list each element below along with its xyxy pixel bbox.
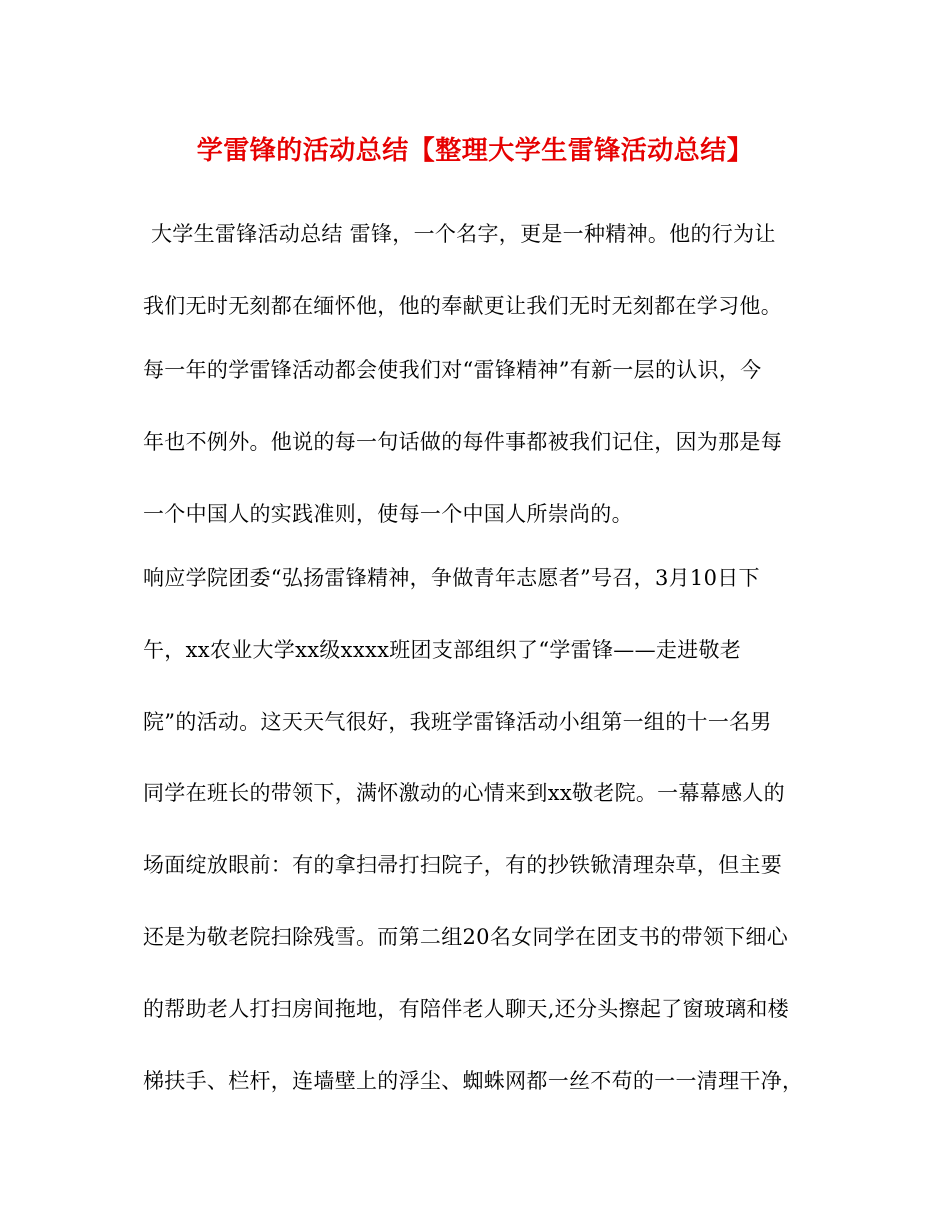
body-line: 院”的活动。这天天气很好，我班学雷锋活动小组第一组的十一名男 bbox=[143, 710, 772, 734]
body-line: 梯扶手、栏杆，连墙壁上的浮尘、蜘蛛网都一丝不苟的一一清理干净， bbox=[143, 1069, 804, 1093]
body-line: 年也不例外。他说的每一句话做的每件事都被我们记住，因为那是每 bbox=[143, 430, 782, 454]
body-line: 一个中国人的实践准则，使每一个中国人所崇尚的。 bbox=[143, 502, 633, 526]
body-line: 同学在班长的带领下，满怀激动的心情来到xx敬老院。一幕幕感人的 bbox=[143, 781, 785, 805]
body-line: 每一年的学雷锋活动都会使我们对“雷锋精神”有新一层的认识，今 bbox=[143, 358, 762, 382]
body-line: 我们无时无刻都在缅怀他，他的奉献更让我们无时无刻都在学习他。 bbox=[143, 294, 782, 318]
body-line: 大学生雷锋活动总结 雷锋，一个名字，更是一种精神。他的行为让 bbox=[151, 222, 776, 246]
document-title: 学雷锋的活动总结【整理大学生雷锋活动总结】 bbox=[196, 136, 754, 166]
body-line: 场面绽放眼前：有的拿扫帚打扫院子，有的抄铁锨清理杂草，但主要 bbox=[143, 853, 782, 877]
body-line: 的帮助老人打扫房间拖地，有陪伴老人聊天,还分头擦起了窗玻璃和楼 bbox=[143, 997, 789, 1021]
body-line: 还是为敬老院扫除残雪。而第二组20名女同学在团支书的带领下细心 bbox=[143, 925, 789, 949]
body-line: 响应学院团委“弘扬雷锋精神，争做青年志愿者”号召，3月10日下 bbox=[143, 566, 760, 590]
body-line: 午，xx农业大学xx级xxxx班团支部组织了“学雷锋——走进敬老 bbox=[143, 638, 742, 662]
